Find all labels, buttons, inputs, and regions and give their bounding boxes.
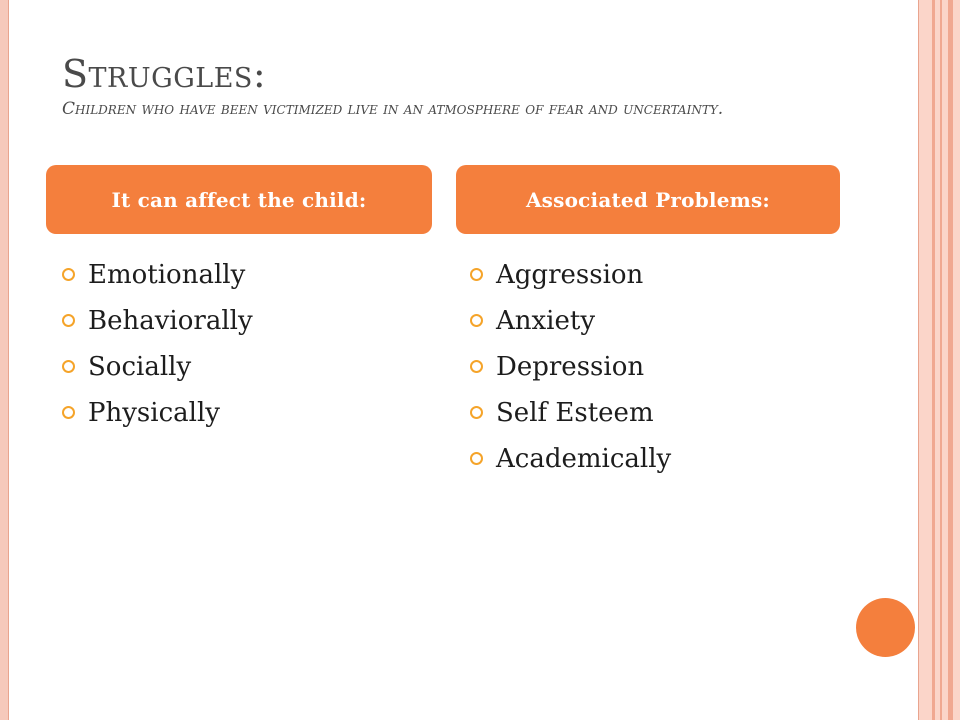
list-item: [470, 344, 671, 390]
list-item-text: Self Esteem: [496, 398, 654, 428]
border-stripe: [948, 0, 953, 720]
left-border-decoration: [0, 0, 9, 720]
list-item: [470, 436, 671, 482]
right-border-decoration: [918, 0, 960, 720]
list-item: [62, 390, 253, 436]
bullet-icon: [62, 360, 75, 373]
list-item-text: Anxiety: [496, 306, 596, 336]
slide-title: Struggles:: [62, 52, 267, 96]
bullet-icon: [62, 406, 75, 419]
list-item: [62, 298, 253, 344]
border-stripe: [932, 0, 935, 720]
list-item-text: Aggression: [496, 260, 644, 290]
border-stripe: [940, 0, 942, 720]
bullet-list-right: [470, 252, 671, 482]
bullet-icon: [470, 268, 483, 281]
list-item: [62, 344, 253, 390]
list-item-text: Academically: [496, 444, 672, 474]
bullet-icon: [62, 268, 75, 281]
slide-subtitle: Children who have been victimized live in an atmosphere of fear and uncertainty.: [62, 99, 724, 119]
list-item-text: Emotionally: [88, 260, 246, 290]
list-item: [470, 252, 671, 298]
bullet-icon: [470, 314, 483, 327]
list-item: [470, 298, 671, 344]
column-header-right: Associated Problems:: [456, 165, 840, 234]
column-header-left: It can affect the child:: [46, 165, 432, 234]
bullet-icon: [470, 406, 483, 419]
bullet-icon: [470, 360, 483, 373]
list-item-text: Physically: [88, 398, 220, 428]
bullet-icon: [470, 452, 483, 465]
list-item-text: Behaviorally: [88, 306, 253, 336]
title-block: [62, 52, 862, 120]
list-item-text: Socially: [88, 352, 192, 382]
bullet-icon: [62, 314, 75, 327]
bullet-list-left: [62, 252, 253, 436]
list-item: [62, 252, 253, 298]
decorative-circle: [856, 598, 915, 657]
list-item-text: Depression: [496, 352, 645, 382]
list-item: [470, 390, 671, 436]
